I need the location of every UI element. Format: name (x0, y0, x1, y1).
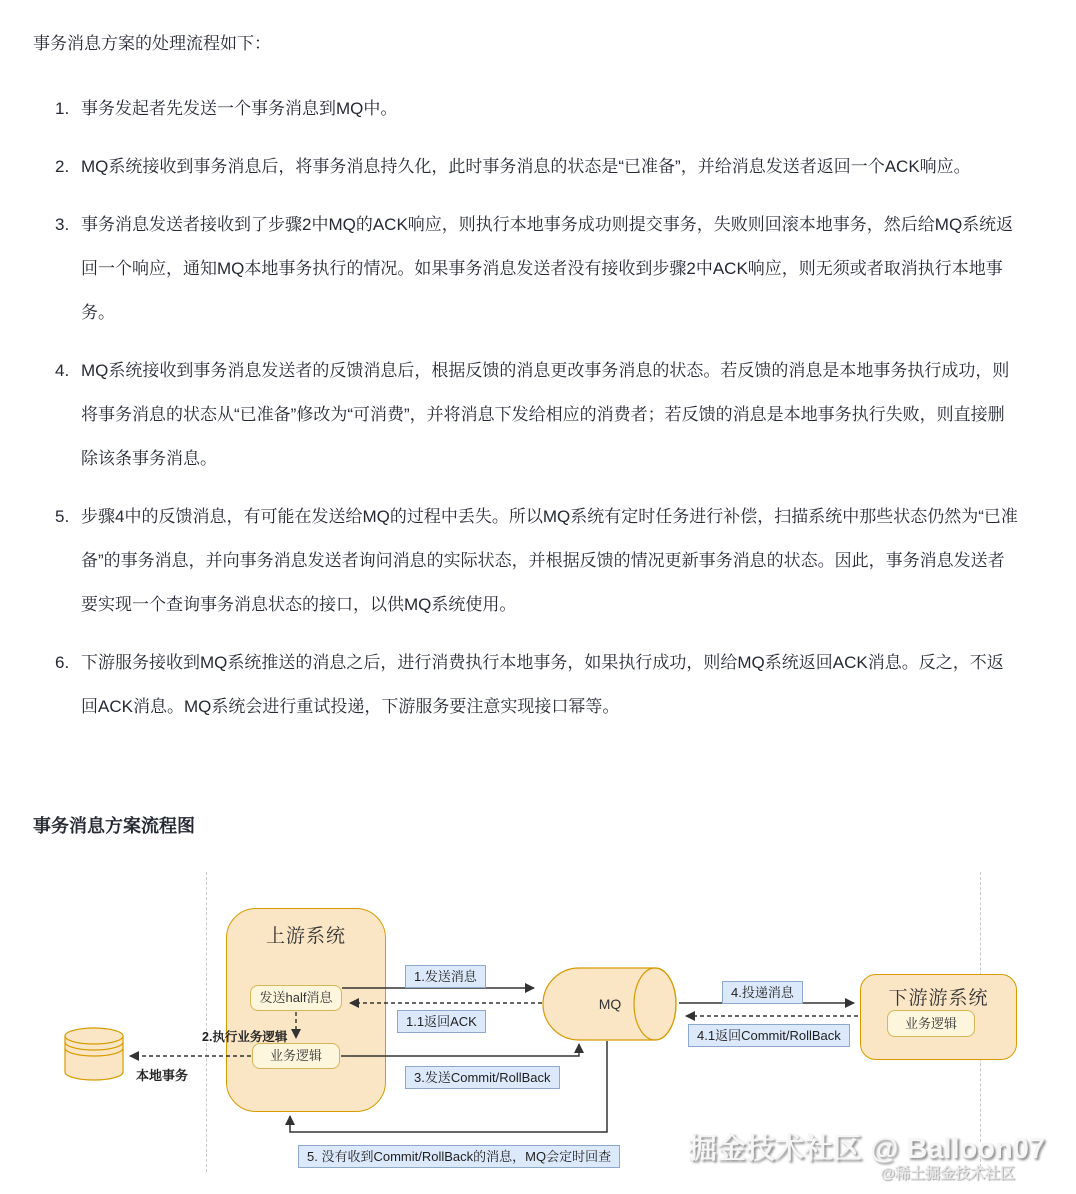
downstream-system-title: 下游游系统 (888, 988, 989, 1009)
step-number: 2. (55, 157, 70, 176)
edge-label-step1: 1.发送消息 (405, 965, 486, 988)
watermark-main: 掘金技术社区 @ Balloon07 (688, 1133, 1045, 1165)
step-text: 下游服务接收到MQ系统推送的消息之后，进行消费执行本地事务，如果执行成功，则给MQ系统返回ACK消息。反之，不返回ACK消息。MQ系统会进行重试投递，下游服务要注意实现接口幂等。 (81, 653, 1004, 716)
upstream-system-title: 上游系统 (265, 926, 346, 947)
step-number: 6. (55, 653, 70, 672)
local-tx-label: 本地事务 (136, 1068, 189, 1083)
intro-text: 事务消息方案的处理流程如下： (33, 34, 271, 53)
step-item-3 (33, 203, 1033, 335)
mq-label: MQ (598, 996, 622, 1012)
step-text: 步骤4中的反馈消息，有可能在发送给MQ的过程中丢失。所以MQ系统有定时任务进行补偿，扫描系统中那些状态仍然为“已准备”的事务消息，并向事务消息发送者询问消息的实际状态，并根据反馈的情况更新事务消息的状态。因此，事务消息发送者要实现一个查询事务消息状态的接口，以供MQ系统使用。 (81, 507, 1018, 614)
exec-biz-logic-label: 2.执行业务逻辑 (202, 1030, 288, 1044)
diagram-heading: 事务消息方案流程图 (33, 812, 195, 838)
step-item-4 (33, 349, 1033, 481)
step-text: 事务消息发送者接收到了步骤2中MQ的ACK响应，则执行本地事务成功则提交事务，失败则回滚本地事务，然后给MQ系统返回一个响应，通知MQ本地事务执行的情况。如果事务消息发送者没有接收到步骤2中ACK响应，则无须或者取消执行本地事务。 (81, 215, 1014, 322)
step-item-5 (33, 495, 1033, 627)
step-text: 事务发起者先发送一个事务消息到MQ中。 (81, 99, 398, 118)
edge-label-step1-1: 1.1返回ACK (397, 1010, 486, 1033)
article-body (33, 14, 1033, 743)
step-text: MQ系统接收到事务消息后，将事务消息持久化，此时事务消息的状态是“已准备”，并给消息发送者返回一个ACK响应。 (81, 157, 971, 176)
local-db-cylinder-icon (64, 1026, 124, 1082)
lane-divider-left (206, 872, 207, 1172)
step-number: 3. (55, 215, 70, 234)
step-item-6 (33, 641, 1033, 729)
upstream-biz-logic-node: 业务逻辑 (252, 1043, 340, 1069)
step-text: MQ系统接收到事务消息发送者的反馈消息后，根据反馈的消息更改事务消息的状态。若反馈的消息是本地事务执行成功，则将事务消息的状态从“已准备”修改为“可消费”，并将消息下发给相应的消费者；若反馈的消息是本地事务执行失败，则直接删除该条事务消息。 (81, 361, 1010, 468)
steps-list (33, 87, 1033, 729)
watermark-sub: @稀土掘金技术社区 (880, 1165, 1015, 1182)
step-item-1 (33, 87, 1033, 131)
mq-cylinder-node (542, 967, 678, 1041)
downstream-biz-logic-node: 业务逻辑 (887, 1010, 975, 1037)
edge-label-step4: 4.投递消息 (722, 981, 803, 1004)
step-number: 1. (55, 99, 70, 118)
edge-label-step4-1: 4.1返回Commit/RollBack (688, 1024, 850, 1047)
edge-label-step3: 3.发送Commit/RollBack (405, 1066, 560, 1089)
step-item-2 (33, 145, 1033, 189)
step-number: 5. (55, 507, 70, 526)
send-half-message-node: 发送half消息 (250, 985, 342, 1011)
edge-label-step5: 5. 没有收到Commit/RollBack的消息，MQ会定时回查 (298, 1145, 620, 1168)
step-number: 4. (55, 361, 70, 380)
flow-diagram (0, 860, 1076, 1194)
